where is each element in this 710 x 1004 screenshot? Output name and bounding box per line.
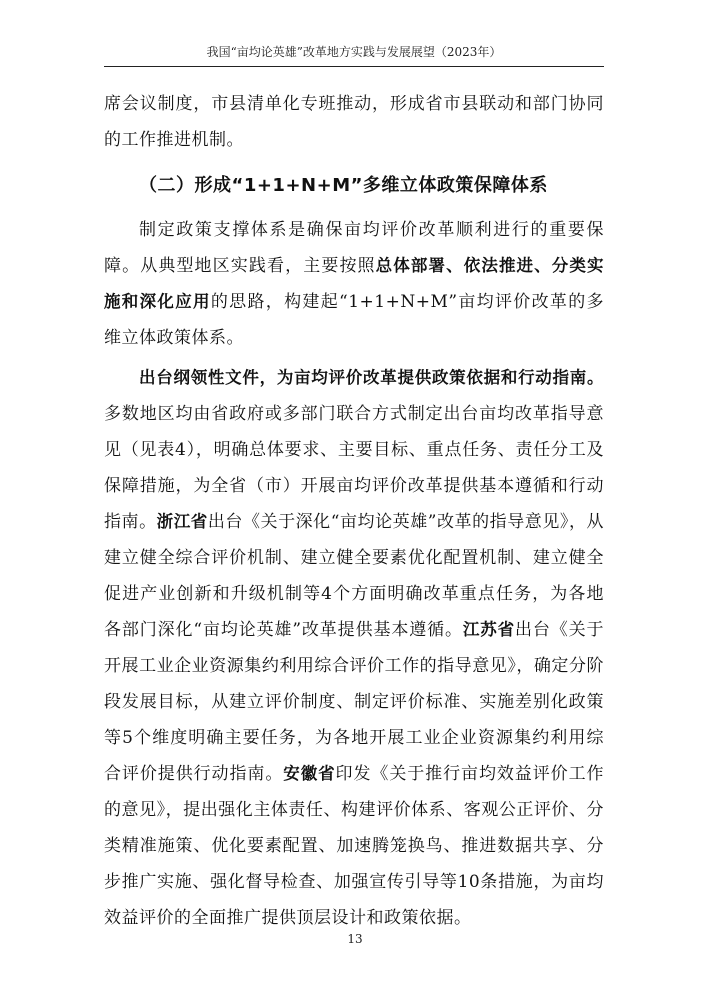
jiangsu-text: 出台《关于开展工业企业资源集约利用综合评价工作的指导意见》，确定分阶段发展目标，从建立评价制度、制定评价标准、实施差别化政策等5个维度明确主要任务，为各地开展工业企业资源集约利用综合评价提供行动指南。 bbox=[104, 620, 604, 784]
paragraph-tail-text: 的思路，构建起“1+1+N+M”亩均评价改革的多维立体政策体系。 bbox=[104, 292, 605, 348]
paragraph-policy-system bbox=[104, 212, 604, 356]
province-label-zhejiang: 浙江省 bbox=[156, 512, 208, 531]
province-label-anhui: 安徽省 bbox=[283, 764, 336, 783]
paragraph-guidelines bbox=[104, 360, 604, 936]
province-label-jiangsu: 江苏省 bbox=[462, 620, 515, 639]
paragraph-continued: 席会议制度，市县清单化专班推动，形成省市县联动和部门协同的工作推进机制。 bbox=[104, 94, 604, 150]
body-text bbox=[104, 86, 604, 936]
page-number: 13 bbox=[347, 932, 363, 946]
zhejiang-text: 出台《关于深化“亩均论英雄”改革的指导意见》，从建立健全综合评价机制、建立健全要素优化配置机制、建立健全促进产业创新和升级机制等4个方面明确改革重点任务，为各地各部门深化“亩均论英雄”改革提供基本遵循。 bbox=[104, 512, 605, 640]
bold-principles: 总体部署、依法推进、分类实施和深化应用 bbox=[104, 256, 605, 311]
header-divider bbox=[104, 66, 604, 67]
running-header: 我国“亩均论英雄”改革地方实践与发展展望（2023年） bbox=[206, 45, 502, 59]
bold-lead-sentence: 出台纲领性文件，为亩均评价改革提供政策依据和行动指南。 bbox=[139, 368, 604, 387]
anhui-text: 印发《关于推行亩均效益评价工作的意见》，提出强化主体责任、构建评价体系、客观公正评价、分类精准施策、优化要素配置、加速腾笼换鸟、推进数据共享、分步推广实施、强化督导检查、加强宣传引导等10条措施，为亩均效益评价的全面推广提供顶层设计和政策依据。 bbox=[104, 764, 605, 928]
section-heading: （二）形成“1+1+N+M”多维立体政策保障体系 bbox=[139, 175, 548, 196]
paragraph-lead-text: 制定政策支撑体系是确保亩均评价改革顺利进行的重要保障。从典型地区实践看，主要按照 bbox=[104, 220, 604, 276]
intro-text: 多数地区均由省政府或多部门联合方式制定出台亩均改革指导意见（见表4），明确总体要求、主要目标、重点任务、责任分工及保障措施，为全省（市）开展亩均评价改革提供基本遵循和行动指南。 bbox=[104, 404, 604, 532]
